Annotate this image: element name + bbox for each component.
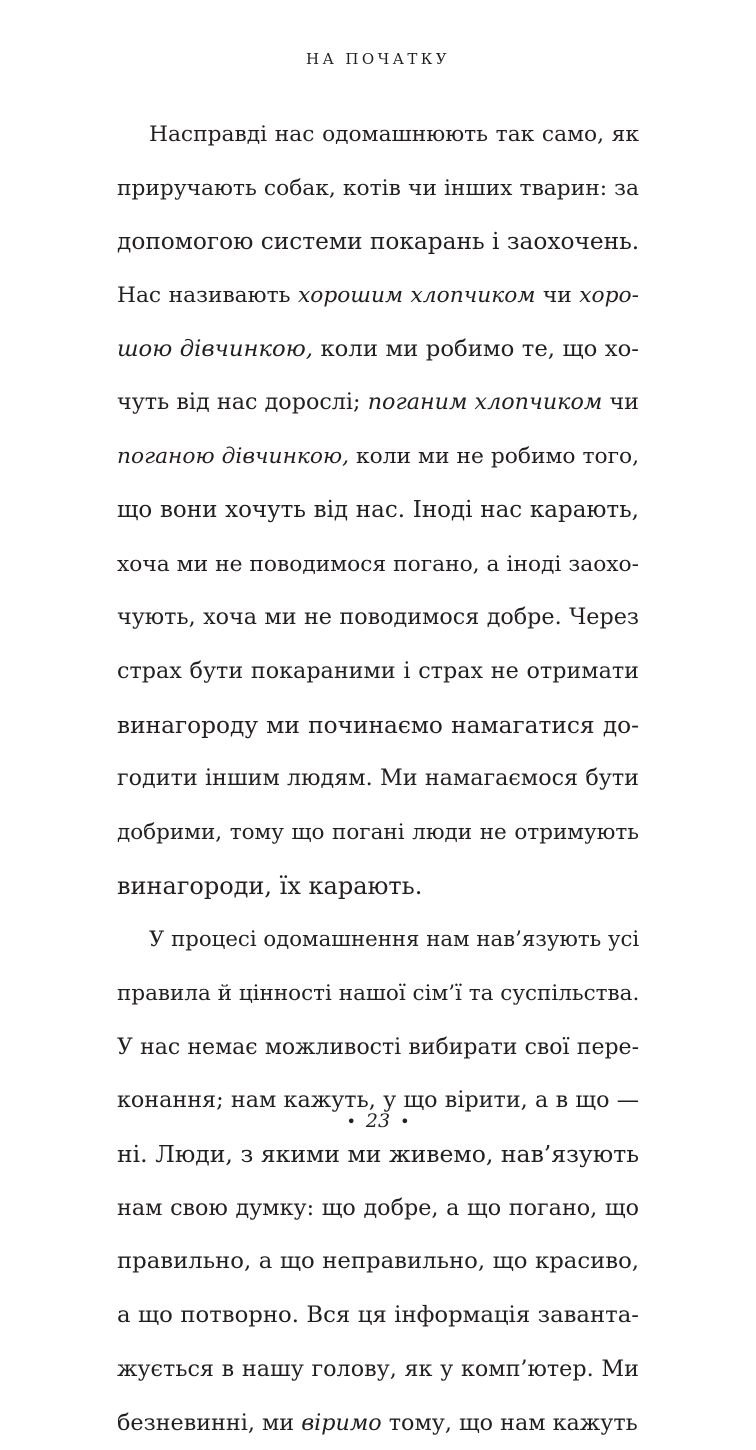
text-run: коли ми не робимо того, [349,444,639,469]
italic-run: поганим хлопчиком [368,389,603,415]
text-line [117,1021,639,1075]
text-run: що вони хочуть від нас. Іноді нас карають, [117,497,639,523]
text-run: приручають собак, котів чи інших тварин: за [117,176,639,201]
page-number: 23 [366,1110,390,1132]
text-run: Насправді нас одомашнюють так само, як [149,122,639,147]
text-run: конання; нам кажуть, у що вірити, а в що — [117,1087,639,1113]
text-run: безневинні, ми [117,1410,301,1436]
text-run: У процесі одомашнення нам нав’язують усі [149,927,639,952]
text-line [117,645,639,699]
italic-run: поганою дівчинкою, [117,444,349,469]
text-run: У нас немає можливості вибирати свої пере- [117,1035,639,1060]
text-line [117,699,639,753]
page-footer [0,1110,756,1132]
italic-run: хорошим хлопчиком [298,283,535,308]
text-line [117,108,639,162]
text-line [117,1235,639,1289]
text-run: допомогою системи покарань і заохочень. [117,228,639,255]
italic-run: віримо [301,1410,381,1436]
bullet-right: • [400,1112,409,1131]
text-line [117,806,639,860]
text-line [117,538,639,592]
text-line [117,913,639,967]
text-run: добрими, тому що погані люди не отримують [117,820,639,845]
body-text [117,108,639,1450]
text-run: а що потворно. Вся ця інформація заванта- [117,1302,639,1328]
text-run: годити іншим людям. Ми намагаємося бути [117,765,639,791]
text-run: хоча ми не поводимося погано, а іноді заохо- [117,552,639,577]
text-line [117,430,639,484]
text-run: ні. Люди, з якими ми живемо, нав’язують [117,1140,639,1168]
text-run: Нас називають [117,283,298,308]
text-line [117,323,639,377]
text-run: правила й цінності нашої сім’ї та суспільства. [117,981,639,1006]
text-run: винагороди, їх карають. [117,872,422,900]
text-line [117,269,639,323]
text-line [117,591,639,645]
text-line [117,1397,639,1450]
text-run: чи [602,389,639,415]
text-run: нам свою думку: що добре, а що погано, що [117,1195,639,1221]
text-line [117,1289,639,1343]
text-run: винагороду ми починаємо намагатися до- [117,712,639,739]
text-line [117,162,639,216]
text-line [117,376,639,430]
text-run: правильно, а що неправильно, що красиво, [117,1248,639,1274]
text-run: жується в нашу голову, як у комп’ютер. Ми [117,1356,639,1382]
running-head: НА ПОЧАТКУ [0,50,756,68]
text-run: чують, хоча ми не поводимося добре. Через [117,604,639,630]
text-line [117,752,639,806]
text-line [117,215,639,269]
text-line [117,1128,639,1182]
bullet-left: • [346,1112,355,1131]
text-run: тому, що нам кажуть [382,1410,638,1436]
text-line [117,860,639,914]
text-run: коли ми робимо те, що хо- [313,336,639,362]
text-run: чуть від нас дорослі; [117,389,368,415]
text-line [117,484,639,538]
italic-run: хоро- [579,283,639,308]
text-line [117,967,639,1021]
text-run: страх бути покараними і страх не отримати [117,658,639,684]
text-run: чи [535,283,579,308]
text-line [117,1182,639,1236]
italic-run: шою дівчинкою, [117,336,313,362]
text-line [117,1343,639,1397]
